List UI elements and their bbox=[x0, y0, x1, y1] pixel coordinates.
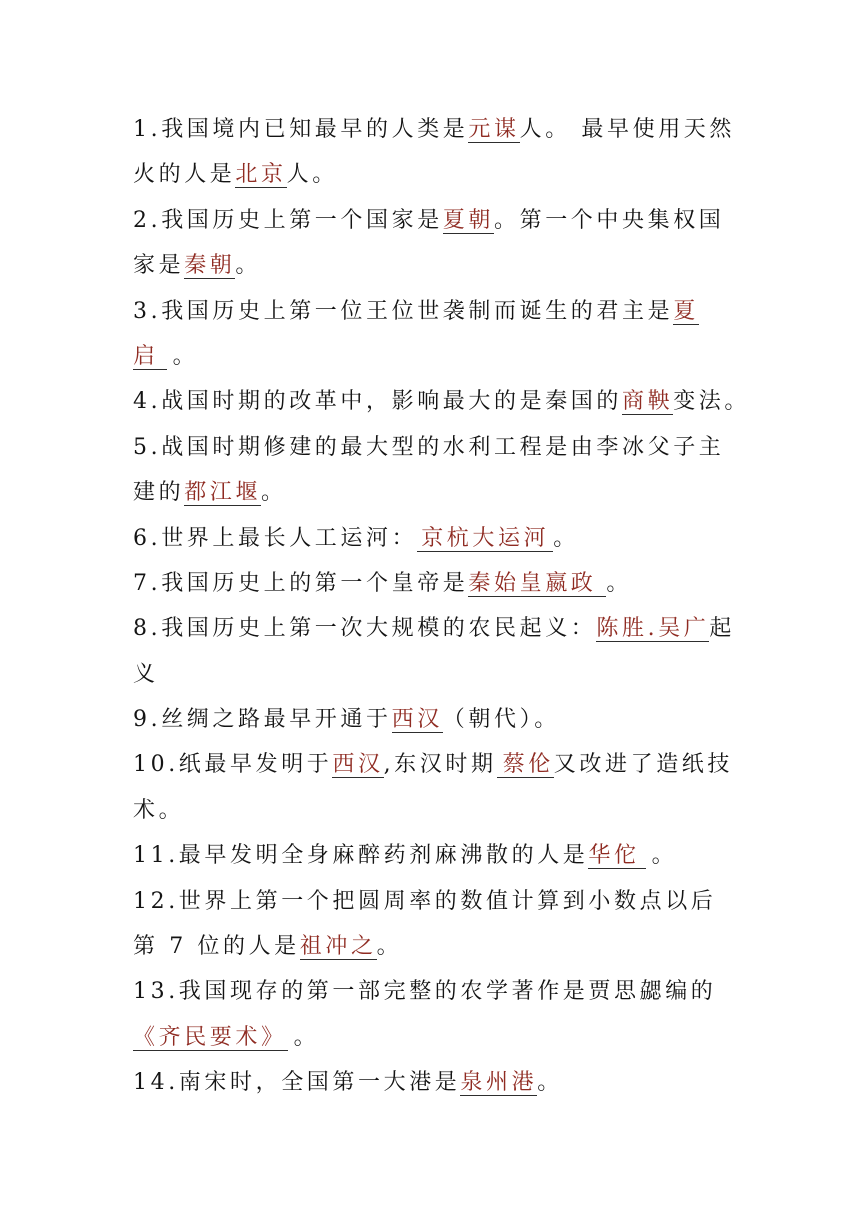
text-line bbox=[133, 969, 753, 1014]
answer-text: 秦始皇嬴政 bbox=[468, 571, 606, 597]
document-page bbox=[133, 107, 753, 1106]
question-text: 。 bbox=[606, 570, 633, 596]
answer-text: 商鞅 bbox=[622, 389, 674, 415]
question-text: 家是 bbox=[133, 253, 185, 279]
question-2 bbox=[133, 198, 753, 289]
answer-text: 京杭大运河 bbox=[417, 526, 553, 552]
question-text: 第 7 位的人是 bbox=[133, 934, 300, 960]
question-14 bbox=[133, 1060, 753, 1105]
answer-text: 蔡伦 bbox=[497, 752, 554, 778]
answer-text: 祖冲之 bbox=[299, 934, 377, 960]
question-text: 。第一个中央集权国 bbox=[494, 207, 725, 233]
text-line bbox=[133, 561, 753, 606]
question-text: 人。 最早使用天然 bbox=[519, 117, 736, 142]
text-line bbox=[133, 606, 753, 651]
text-line bbox=[133, 516, 753, 561]
question-13 bbox=[133, 969, 753, 1060]
text-line bbox=[133, 879, 753, 924]
question-text: 。 bbox=[293, 1024, 320, 1050]
answer-text: 北京 bbox=[235, 162, 287, 188]
question-text: 6.世界上最长人工运河： bbox=[133, 525, 418, 551]
question-10 bbox=[133, 742, 753, 833]
text-line bbox=[133, 470, 753, 515]
question-text: 4.战国时期的改革中，影响最大的是秦国的 bbox=[133, 389, 622, 415]
text-line bbox=[133, 379, 753, 424]
question-text: 9.丝绸之路最早开通于 bbox=[133, 707, 392, 733]
answer-text: 启 bbox=[133, 344, 167, 370]
question-text: 。 bbox=[172, 343, 199, 369]
answer-text: 华佗 bbox=[588, 843, 645, 869]
text-line bbox=[133, 107, 753, 152]
question-9 bbox=[133, 697, 753, 742]
question-text: 10.纸最早发明于 bbox=[133, 752, 333, 778]
question-3 bbox=[133, 289, 753, 380]
answer-text: 西汉 bbox=[391, 707, 443, 733]
question-text: 。 bbox=[651, 843, 678, 869]
question-8 bbox=[133, 606, 753, 697]
answer-text: 泉州港 bbox=[460, 1070, 538, 1096]
question-text: 5.战国时期修建的最大型的水利工程是由李冰父子主 bbox=[133, 434, 725, 460]
question-6 bbox=[133, 516, 753, 561]
question-4 bbox=[133, 379, 753, 424]
question-text: 。 bbox=[261, 480, 287, 506]
text-line bbox=[133, 334, 753, 379]
question-1 bbox=[133, 107, 753, 198]
question-text: 13.我国现存的第一部完整的农学著作是贾思勰编的 bbox=[133, 979, 717, 1005]
question-text: 3.我国历史上第一位王位世袭制而诞生的君主是 bbox=[133, 298, 674, 324]
text-line bbox=[133, 924, 753, 969]
text-line bbox=[133, 1015, 753, 1060]
text-line bbox=[133, 742, 753, 787]
question-5 bbox=[133, 425, 753, 516]
question-text: 2.我国历史上第一个国家是 bbox=[133, 207, 443, 233]
answer-text: 西汉 bbox=[332, 752, 384, 778]
text-line bbox=[133, 425, 753, 470]
question-text: 又改进了造纸技 bbox=[553, 752, 733, 778]
text-line bbox=[133, 152, 753, 197]
question-text: 起 bbox=[709, 616, 736, 642]
text-line bbox=[133, 833, 753, 878]
question-text: 。 bbox=[376, 934, 403, 960]
answer-text: 元谋 bbox=[468, 117, 520, 142]
text-line bbox=[133, 198, 753, 243]
text-line bbox=[133, 1060, 753, 1105]
answer-text: 秦朝 bbox=[184, 253, 236, 279]
question-11 bbox=[133, 833, 753, 878]
question-text: 义 bbox=[133, 661, 159, 687]
text-line bbox=[133, 788, 753, 833]
question-text: （朝代）。 bbox=[442, 707, 560, 733]
text-line bbox=[133, 697, 753, 742]
question-text: 。 bbox=[553, 525, 579, 551]
question-text: 7.我国历史上的第一个皇帝是 bbox=[133, 570, 469, 596]
question-text: 变法。 bbox=[673, 389, 751, 415]
answer-text: 夏朝 bbox=[442, 207, 494, 233]
question-text: 。 bbox=[537, 1070, 563, 1096]
answer-text: 陈胜.吴广 bbox=[596, 616, 710, 642]
question-12 bbox=[133, 879, 753, 970]
question-text: 14.南宋时，全国第一大港是 bbox=[133, 1070, 461, 1096]
question-text: 11.最早发明全身麻醉药剂麻沸散的人是 bbox=[133, 843, 589, 869]
answer-text: 《齐民要术》 bbox=[133, 1025, 288, 1051]
question-7 bbox=[133, 561, 753, 606]
question-text: 8.我国历史上第一次大规模的农民起义： bbox=[133, 616, 597, 642]
question-text: 。 bbox=[235, 253, 262, 279]
question-text: 火的人是 bbox=[133, 162, 236, 188]
question-text: 1.我国境内已知最早的人类是 bbox=[133, 117, 469, 142]
question-text: 人。 bbox=[286, 162, 338, 188]
answer-text: 都江堰 bbox=[184, 480, 262, 506]
text-line bbox=[133, 652, 753, 697]
answer-text: 夏 bbox=[673, 298, 699, 324]
question-text: 12.世界上第一个把圆周率的数值计算到小数点以后 bbox=[133, 888, 717, 914]
text-line bbox=[133, 243, 753, 288]
question-text: ,东汉时期 bbox=[383, 752, 497, 778]
question-text: 建的 bbox=[133, 480, 185, 506]
text-line bbox=[133, 289, 753, 334]
question-text: 术。 bbox=[133, 797, 185, 823]
